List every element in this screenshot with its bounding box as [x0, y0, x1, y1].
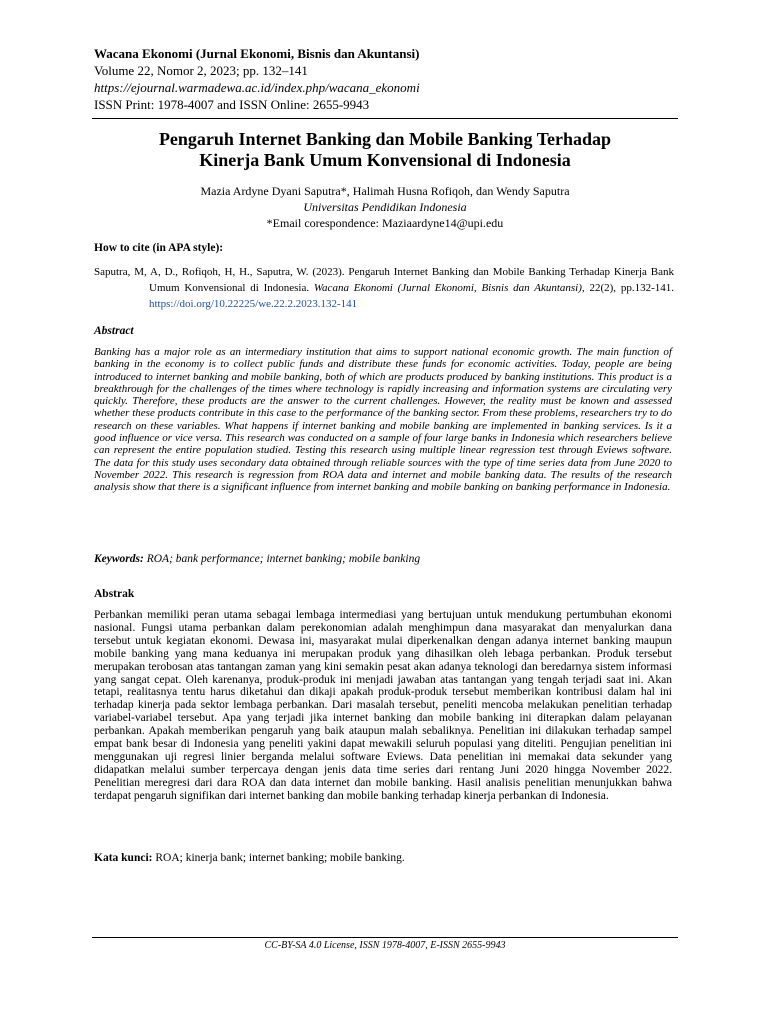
keywords-list: ROA; bank performance; internet banking; mobile banking [143, 553, 421, 565]
citation-heading: How to cite (in APA style): [94, 242, 224, 254]
author-block [92, 183, 678, 231]
footer-divider [92, 937, 678, 938]
citation-doi-link[interactable]: https://doi.org/10.22225/we.22.2.2023.132-141 [149, 298, 358, 310]
author-affiliation: Universitas Pendidikan Indonesia [303, 200, 467, 214]
article-title [92, 129, 678, 171]
keywords [94, 553, 420, 565]
citation-tail: 22(2), pp.132-141. [584, 282, 674, 294]
citation-journal: Wacana Ekonomi (Jurnal Ekonomi, Bisnis dan Akuntansi), [313, 282, 585, 294]
abstrak-heading: Abstrak [94, 588, 135, 600]
license-footer: CC-BY-SA 4.0 License, ISSN 1978-4007, E-ISSN 2655-9943 [264, 940, 506, 951]
kata-kunci [94, 852, 405, 864]
keywords-label: Keywords: [94, 553, 144, 565]
journal-header [94, 45, 684, 113]
article-title-line-1: Pengaruh Internet Banking dan Mobile Banking Terhadap [158, 129, 612, 149]
abstract-text: Banking has a major role as an intermediary institution that aims to support national economic growth. The main function of banking in the economy is to collect public funds and distribute these funds for economic activities. Today, people are being introduced to internet banking and mobile banking, both of which are products produced by banking institutions. This product is a breakthrough for the challenges of the times where technology is rapidly increasing and information systems are circulating very quickly. Therefore, these products are the answer to the current challenges. However, the reality must be known and assessed whether these products contribute in this case to the performance of the banking sector. From these problems, researchers try to do research on these variables. What happens if internet banking and mobile banking are implemented in banking services. Is it a good influence or vice versa. This research was conducted on a sample of four large banks in Indonesia which researchers believe can represent the entire population studied. Testing this research using multiple linear regression test through Eviews software. The data for this study uses secondary data obtained through reliable sources with the type of time series data from June 2020 to November 2022. This research is regression from ROA data and internet and mobile banking data. The results of the research analysis show that there is a significant influence from internet banking and mobile banking on banking performance in Indonesia. [94, 346, 672, 494]
journal-issn: ISSN Print: 1978-4007 and ISSN Online: 2655-9943 [94, 97, 370, 112]
citation-main: Saputra, M, A, D., Rofiqoh, H, H., Saputra, W. (2023). Pengaruh Internet Banking dan Mobile Banking Terhadap Kinerja Bank Umum Konvensional di Indonesia. [94, 266, 674, 294]
abstract-heading: Abstract [94, 325, 134, 337]
author-list: Mazia Ardyne Dyani Saputra*, Halimah Husna Rofiqoh, dan Wendy Saputra [200, 184, 570, 198]
article-title-line-2: Kinerja Bank Umum Konvensional di Indonesia [199, 150, 571, 170]
header-divider [92, 118, 678, 119]
journal-url[interactable]: https://ejournal.warmadewa.ac.id/index.php/wacana_ekonomi [94, 80, 420, 95]
journal-name: Wacana Ekonomi (Jurnal Ekonomi, Bisnis dan Akuntansi) [94, 46, 420, 61]
kata-kunci-label: Kata kunci: [94, 852, 153, 864]
citation-text [94, 264, 674, 312]
corresponding-email: *Email corespondence: Maziaardyne14@upi.edu [266, 216, 504, 230]
kata-kunci-list: ROA; kinerja bank; internet banking; mobile banking. [152, 852, 405, 864]
journal-volume: Volume 22, Nomor 2, 2023; pp. 132–141 [94, 63, 308, 78]
abstrak-text: Perbankan memiliki peran utama sebagai lembaga intermediasi yang bertujuan untuk mendukung pertumbuhan ekonomi nasional. Fungsi utama perbankan dalam perekonomian adalah menghimpun dana masyarakat dan menyalurkan dana tersebut untuk kegiatan ekonomi. Dewasa ini, masyarakat mulai diperkenalkan dengan adanya internet banking maupun mobile banking yang mana keduanya ini merupakan produk yang dihasilkan oleh lebaga perbankan. Produk tersebut merupakan terobosan atas tantangan zaman yang kini semakin pesat akan adanya teknologi dan beredarnya sistem informasi yang sangat cepat. Oleh karenanya, produk-produk ini menjadi jawaban atas tantangan yang tengah terjadi saat ini. Akan tetapi, realitasnya tentu harus diketahui dan dikaji apakah produk-produk tersebut memberikan kontribusi dalam hal ini terhadap kinerja pada sektor lembaga perbankan. Dari masalah tersebut, peneliti mencoba melakukan penelitian terhadap variabel-variabel tersebut. Apa yang terjadi jika internet banking dan mobile banking ini diterapkan dalam pelayanan perbankan. Apakah memberikan pengaruh yang baik ataupun malah sebaliknya. Penelitian ini dilakukan terhadap sampel empat bank besar di Indonesia yang peneliti yakini dapat mewakili seluruh populasi yang diteliti. Pengujian penelitian ini menggunakan uji regresi linier berganda melalui software Eviews. Data penelitian ini memakai data sekunder yang didapatkan melalui sumber terpercaya dengan jenis data time series dari rentang Juni 2020 hingga November 2022. Penelitian meregresi dari dara ROA dan data internet dan mobile banking. Hasil analisis penelitian menunjukkan bahwa terdapat pengaruh signifikan dari internet banking dan mobile banking terhadap kinerja perbankan di Indonesia. [94, 609, 672, 802]
